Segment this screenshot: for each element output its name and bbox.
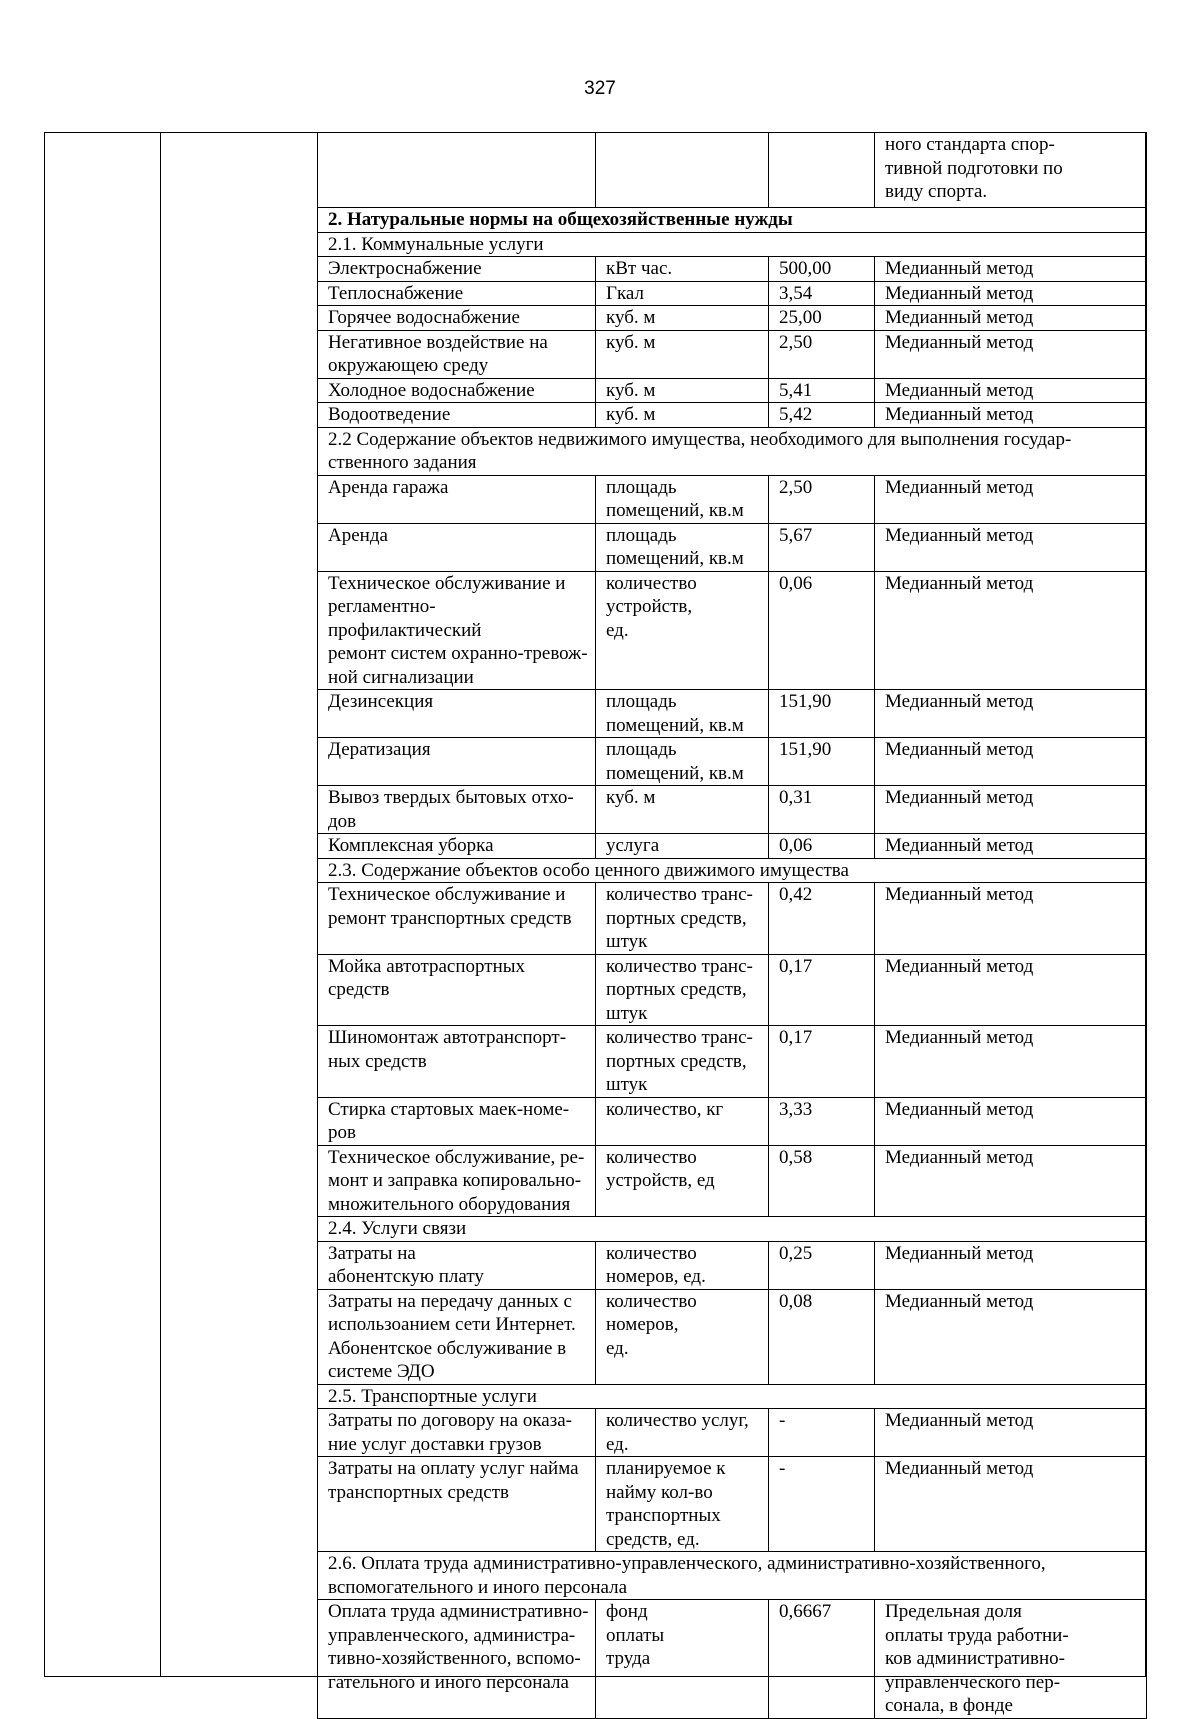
norm-name-cell: Негативное воздействие на окружающею среду: [318, 330, 596, 378]
table-row: [318, 786, 1147, 834]
unit-cell: куб. м: [596, 786, 769, 834]
carryover-unit-cell: [596, 133, 769, 208]
unit-cell: количество, кг: [596, 1097, 769, 1145]
norm-name-cell: Оплата труда административно- управленческого, администра- тивно-хозяйственного, вспомо- гательного и иного персонала: [318, 1600, 596, 1719]
method-cell: Медианный метод: [875, 1457, 1147, 1552]
section-header-row: [318, 1217, 1147, 1242]
value-cell: 151,90: [769, 690, 875, 738]
norm-name-cell: Дератизация: [318, 738, 596, 786]
value-cell: 0,06: [769, 571, 875, 690]
carryover-name-cell: [318, 133, 596, 208]
unit-cell: площадь помещений, кв.м: [596, 738, 769, 786]
unit-cell: куб. м: [596, 378, 769, 403]
unit-cell: количество номеров, ед.: [596, 1289, 769, 1384]
unit-cell: услуга: [596, 834, 769, 859]
table-row: [318, 378, 1147, 403]
value-cell: 0,17: [769, 1026, 875, 1098]
method-cell: Медианный метод: [875, 690, 1147, 738]
table-row: [318, 1145, 1147, 1217]
carryover-note: ного стандарта спор- тивной подготовки по виду спорта.: [875, 133, 1147, 208]
section-title: 2.6. Оплата труда административно-управленческого, административно-хозяйственного, вспомогательного и иного персонала: [318, 1552, 1147, 1600]
section-title: 2.2 Содержание объектов недвижимого имущества, необходимого для выполнения государ- ственного задания: [318, 427, 1147, 475]
method-cell: Медианный метод: [875, 738, 1147, 786]
norm-name-cell: Затраты на оплату услуг найма транспортных средств: [318, 1457, 596, 1552]
value-cell: 25,00: [769, 306, 875, 331]
value-cell: 3,33: [769, 1097, 875, 1145]
carryover-row: [318, 133, 1147, 208]
page-number: 327: [584, 78, 616, 99]
method-cell: Медианный метод: [875, 1145, 1147, 1217]
method-cell: Медианный метод: [875, 1097, 1147, 1145]
value-cell: 500,00: [769, 257, 875, 282]
table-row: [318, 1409, 1147, 1457]
unit-cell: фонд оплаты труда: [596, 1600, 769, 1719]
norm-name-cell: Техническое обслуживание и ремонт транспортных средств: [318, 883, 596, 955]
value-cell: 0,6667: [769, 1600, 875, 1719]
method-cell: Медианный метод: [875, 834, 1147, 859]
section-title: 2. Натуральные нормы на общехозяйственные нужды: [318, 208, 1147, 233]
unit-cell: количество транс- портных средств, штук: [596, 883, 769, 955]
value-cell: 2,50: [769, 330, 875, 378]
table-row: [318, 1289, 1147, 1384]
unit-cell: куб. м: [596, 403, 769, 428]
unit-cell: Гкал: [596, 281, 769, 306]
section-header-row: [318, 232, 1147, 257]
table-row: [318, 475, 1147, 523]
unit-cell: площадь помещений, кв.м: [596, 475, 769, 523]
value-cell: 0,17: [769, 954, 875, 1026]
norm-name-cell: Затраты на передачу данных с использоанием сети Интернет. Абонентское обслуживание в системе ЭДО: [318, 1289, 596, 1384]
table-row: [318, 1600, 1147, 1719]
method-cell: Медианный метод: [875, 1409, 1147, 1457]
unit-cell: куб. м: [596, 306, 769, 331]
value-cell: 0,06: [769, 834, 875, 859]
norm-name-cell: Шиномонтаж автотранспорт- ных средств: [318, 1026, 596, 1098]
method-cell: Медианный метод: [875, 1289, 1147, 1384]
norm-name-cell: Водоотведение: [318, 403, 596, 428]
table-row: [318, 330, 1147, 378]
method-cell: Медианный метод: [875, 257, 1147, 282]
value-cell: 0,08: [769, 1289, 875, 1384]
method-cell: Медианный метод: [875, 475, 1147, 523]
section-title: 2.5. Транспортные услуги: [318, 1384, 1147, 1409]
norm-name-cell: Техническое обслуживание и регламентно-профилактический ремонт систем охранно-тревож- ной сигнализации: [318, 571, 596, 690]
table-row: [318, 1097, 1147, 1145]
norm-name-cell: Дезинсекция: [318, 690, 596, 738]
unit-cell: площадь помещений, кв.м: [596, 523, 769, 571]
table-row: [318, 523, 1147, 571]
norm-name-cell: Вывоз твердых бытовых отхо- дов: [318, 786, 596, 834]
table-row: [318, 954, 1147, 1026]
value-cell: 5,41: [769, 378, 875, 403]
table-row: [318, 571, 1147, 690]
unit-cell: планируемое к найму кол-во транспортных средств, ед.: [596, 1457, 769, 1552]
unit-cell: площадь помещений, кв.м: [596, 690, 769, 738]
table-row: [318, 1026, 1147, 1098]
section-header-row: [318, 858, 1147, 883]
method-cell: Медианный метод: [875, 403, 1147, 428]
method-cell: Медианный метод: [875, 378, 1147, 403]
norm-name-cell: Теплоснабжение: [318, 281, 596, 306]
method-cell: Медианный метод: [875, 786, 1147, 834]
method-cell: Медианный метод: [875, 330, 1147, 378]
method-cell: Медианный метод: [875, 1241, 1147, 1289]
value-cell: 0,25: [769, 1241, 875, 1289]
section-title: 2.4. Услуги связи: [318, 1217, 1147, 1242]
norm-name-cell: Электроснабжение: [318, 257, 596, 282]
value-cell: -: [769, 1457, 875, 1552]
norm-name-cell: Мойка автотраспортных средств: [318, 954, 596, 1026]
section-title: 2.1. Коммунальные услуги: [318, 232, 1147, 257]
norm-name-cell: Холодное водоснабжение: [318, 378, 596, 403]
norm-name-cell: Горячее водоснабжение: [318, 306, 596, 331]
value-cell: 0,31: [769, 786, 875, 834]
table-row: [318, 403, 1147, 428]
norm-name-cell: Затраты на абонентскую плату: [318, 1241, 596, 1289]
table-row: [318, 883, 1147, 955]
norm-name-cell: Аренда: [318, 523, 596, 571]
unit-cell: количество номеров, ед.: [596, 1241, 769, 1289]
unit-cell: количество услуг, ед.: [596, 1409, 769, 1457]
value-cell: 151,90: [769, 738, 875, 786]
method-cell: Предельная доля оплаты труда работни- ков административно- управленческого пер- сонала, в фонде: [875, 1600, 1147, 1719]
section-header-row: [318, 208, 1147, 233]
section-header-row: [318, 427, 1147, 475]
norm-name-cell: Техническое обслуживание, ре- монт и заправка копировально- множительного оборудования: [318, 1145, 596, 1217]
table-row: [318, 738, 1147, 786]
unit-cell: количество устройств, ед.: [596, 571, 769, 690]
section-header-row: [318, 1384, 1147, 1409]
method-cell: Медианный метод: [875, 571, 1147, 690]
unit-cell: количество устройств, ед: [596, 1145, 769, 1217]
norm-name-cell: Стирка стартовых маек-номе- ров: [318, 1097, 596, 1145]
method-cell: Медианный метод: [875, 281, 1147, 306]
value-cell: 0,42: [769, 883, 875, 955]
section-header-row: [318, 1552, 1147, 1600]
method-cell: Медианный метод: [875, 954, 1147, 1026]
norms-table: [317, 132, 1147, 1719]
norm-name-cell: Затраты по договору на оказа- ние услуг доставки грузов: [318, 1409, 596, 1457]
value-cell: -: [769, 1409, 875, 1457]
table-row: [318, 281, 1147, 306]
table-row: [318, 1241, 1147, 1289]
column-divider-1: [160, 132, 161, 1677]
value-cell: 5,42: [769, 403, 875, 428]
method-cell: Медианный метод: [875, 883, 1147, 955]
method-cell: Медианный метод: [875, 523, 1147, 571]
table-row: [318, 1457, 1147, 1552]
method-cell: Медианный метод: [875, 1026, 1147, 1098]
table-row: [318, 690, 1147, 738]
norm-name-cell: Комплексная уборка: [318, 834, 596, 859]
section-title: 2.3. Содержание объектов особо ценного движимого имущества: [318, 858, 1147, 883]
unit-cell: кВт час.: [596, 257, 769, 282]
value-cell: 3,54: [769, 281, 875, 306]
value-cell: 2,50: [769, 475, 875, 523]
value-cell: 0,58: [769, 1145, 875, 1217]
table-row: [318, 834, 1147, 859]
unit-cell: куб. м: [596, 330, 769, 378]
table-row: [318, 257, 1147, 282]
unit-cell: количество транс- портных средств, штук: [596, 954, 769, 1026]
norm-name-cell: Аренда гаража: [318, 475, 596, 523]
unit-cell: количество транс- портных средств, штук: [596, 1026, 769, 1098]
method-cell: Медианный метод: [875, 306, 1147, 331]
table-row: [318, 306, 1147, 331]
value-cell: 5,67: [769, 523, 875, 571]
norms-table-body: [318, 133, 1147, 1719]
carryover-value-cell: [769, 133, 875, 208]
